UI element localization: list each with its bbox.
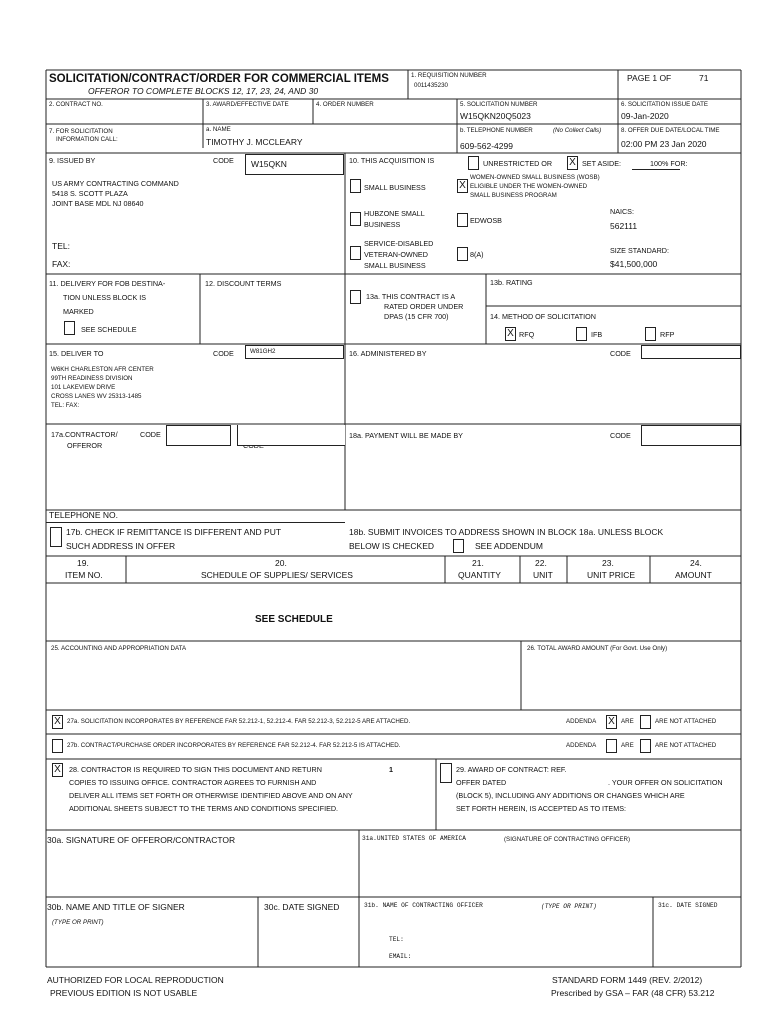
- phone-note: (No Collect Calls): [553, 127, 602, 134]
- size-standard: $41,500,000: [610, 259, 658, 269]
- issued-fax: FAX:: [52, 259, 71, 269]
- delivery-fob-label-3: MARKED: [63, 307, 94, 316]
- col-unit: UNIT: [533, 570, 553, 580]
- payment-code-box: [641, 425, 741, 446]
- remittance-label-1: 17b. CHECK IF REMITTANCE IS DIFFERENT AND PUT: [66, 527, 282, 537]
- 27a-checkbox[interactable]: X: [52, 715, 63, 729]
- 28-line-3: DELIVER ALL ITEMS SET FORTH OR OTHERWISE IDENTIFIED ABOVE AND ON ANY: [69, 791, 353, 800]
- requisition-number: 0011435230: [414, 82, 448, 89]
- percent-underline: [632, 169, 680, 170]
- rated-order-label-3: DPAS (15 CFR 700): [384, 312, 449, 321]
- 27a-text: 27a. SOLICITATION INCORPORATES BY REFERENCE FAR 52.212-1, 52.212-4. FAR 52.212-3, 52.212-5 ARE ATTACHED.: [67, 718, 411, 725]
- 27b-checkbox[interactable]: [52, 739, 63, 753]
- payment-code-label: CODE: [610, 431, 631, 440]
- hubzone-label-2: BUSINESS: [364, 220, 401, 229]
- col-22-number: 22.: [535, 558, 547, 568]
- 29-line-3: (BLOCK 5), INCLUDING ANY ADDITIONS OR CHANGES WHICH ARE: [456, 791, 685, 800]
- wosb-label-2: ELIGIBLE UNDER THE WOMEN-OWNED: [470, 183, 588, 190]
- administered-code-label: CODE: [610, 349, 631, 358]
- phone-number: 609-562-4299: [460, 141, 513, 151]
- col-21-number: 21.: [472, 558, 484, 568]
- 27a-are-checkbox[interactable]: X: [606, 715, 617, 729]
- deliver-line: W6KH CHARLESTON AFR CENTER: [51, 366, 154, 373]
- col-amount: AMOUNT: [675, 570, 712, 580]
- page-total: 71: [699, 73, 709, 83]
- 27a-addenda: ADDENDA: [566, 718, 597, 725]
- unrestricted-checkbox[interactable]: [468, 156, 479, 170]
- administered-code-box: [641, 345, 741, 359]
- 28-checkbox[interactable]: X: [52, 763, 63, 777]
- signature-officer-note: (SIGNATURE OF CONTRACTING OFFICER): [504, 836, 631, 843]
- sdvosb-label-3: SMALL BUSINESS: [364, 261, 426, 270]
- requisition-label: 1. REQUISITION NUMBER: [411, 72, 487, 79]
- unrestricted-label: UNRESTRICTED OR: [483, 159, 553, 168]
- form-title: SOLICITATION/CONTRACT/ORDER FOR COMMERCIAL ITEMS: [49, 73, 389, 85]
- see-schedule-label: SEE SCHEDULE: [81, 325, 137, 334]
- issued-code-label: CODE: [213, 156, 234, 165]
- eight-a-checkbox[interactable]: [457, 247, 468, 261]
- rating-label: 13b. RATING: [490, 278, 533, 287]
- col-item-no: ITEM NO.: [65, 570, 103, 580]
- ifb-checkbox[interactable]: [576, 327, 587, 341]
- telephone-label: TELEPHONE NO.: [49, 510, 118, 520]
- footer-form-number: STANDARD FORM 1449 (REV. 2/2012): [552, 975, 703, 985]
- info-call-label-1: 7. FOR SOLICITATION: [49, 128, 113, 135]
- total-award-label: 26. TOTAL AWARD AMOUNT (For Govt. Use Only): [527, 645, 668, 652]
- small-business-checkbox[interactable]: [350, 179, 361, 193]
- col-unit-price: UNIT PRICE: [587, 570, 636, 580]
- payment-label: 18a. PAYMENT WILL BE MADE BY: [349, 431, 463, 440]
- sdvosb-label-1: SERVICE-DISABLED: [364, 239, 434, 248]
- naics-code: 562111: [610, 221, 638, 231]
- deliver-line: CROSS LANES WV 25313-1485: [51, 393, 142, 400]
- order-number-label: 4. ORDER NUMBER: [316, 101, 374, 108]
- set-aside-checkbox[interactable]: X: [567, 156, 578, 170]
- method-label: 14. METHOD OF SOLICITATION: [490, 312, 596, 321]
- delivery-fob-label-1: 11. DELIVERY FOR FOB DESTINA-: [49, 279, 166, 288]
- discount-terms-label: 12. DISCOUNT TERMS: [205, 279, 282, 288]
- rfq-label: RFQ: [519, 330, 535, 339]
- 27a-are-not-checkbox[interactable]: [640, 715, 651, 729]
- info-call-label-2: INFORMATION CALL:: [56, 136, 118, 143]
- footer-previous-edition: PREVIOUS EDITION IS NOT USABLE: [50, 988, 198, 998]
- remittance-checkbox[interactable]: [50, 527, 62, 547]
- rated-order-label-2: RATED ORDER UNDER: [384, 302, 464, 311]
- col-23-number: 23.: [602, 558, 614, 568]
- issued-by-label: 9. ISSUED BY: [49, 156, 96, 165]
- officer-name-label: 31b. NAME OF CONTRACTING OFFICER: [364, 902, 483, 909]
- solicitation-number: W15QKN20Q5023: [460, 111, 531, 121]
- contractor-code-label: CODE: [140, 430, 161, 439]
- 27a-are-not: ARE NOT ATTACHED: [655, 718, 717, 725]
- offer-due-label: 8. OFFER DUE DATE/LOCAL TIME: [621, 127, 720, 134]
- 29-checkbox[interactable]: [440, 763, 452, 783]
- col-quantity: QUANTITY: [458, 570, 501, 580]
- edwosb-checkbox[interactable]: [457, 213, 468, 227]
- see-schedule-checkbox[interactable]: [64, 321, 75, 335]
- hubzone-checkbox[interactable]: [350, 212, 361, 226]
- footer-authorized: AUTHORIZED FOR LOCAL REPRODUCTION: [47, 975, 224, 985]
- facility-code-box: [237, 425, 345, 446]
- issued-code: W15QKN: [251, 159, 287, 169]
- 28-line-4: ADDITIONAL SHEETS SUBJECT TO THE TERMS AND CONDITIONS SPECIFIED.: [69, 804, 339, 813]
- small-business-label: SMALL BUSINESS: [364, 183, 426, 192]
- rfq-checkbox[interactable]: X: [505, 327, 516, 341]
- phone-label: b. TELEPHONE NUMBER: [460, 127, 533, 134]
- wosb-label-1: WOMEN-OWNED SMALL BUSINESS (WOSB): [470, 174, 600, 181]
- award-date-label: 3. AWARD/EFFECTIVE DATE: [206, 101, 289, 108]
- signature-usa-label: 31a.UNITED STATES OF AMERICA: [362, 835, 466, 842]
- officer-name-note: (TYPE OR PRINT): [541, 903, 597, 910]
- rfp-checkbox[interactable]: [645, 327, 656, 341]
- 27b-are-not: ARE NOT ATTACHED: [655, 742, 717, 749]
- hubzone-label-1: HUBZONE SMALL: [364, 209, 425, 218]
- deliver-code-label: CODE: [213, 349, 234, 358]
- officer-email-label: EMAIL:: [389, 953, 412, 960]
- set-aside-label: SET ASIDE:: [582, 159, 622, 168]
- 29-line-4: SET FORTH HEREIN, IS ACCEPTED AS TO ITEMS:: [456, 804, 627, 813]
- set-aside-percent: 100% FOR:: [650, 159, 688, 168]
- contractor-code-box: [166, 425, 231, 446]
- 29-line-2b: . YOUR OFFER ON SOLICITATION: [608, 778, 723, 787]
- administered-by-label: 16. ADMINISTERED BY: [349, 349, 427, 358]
- invoice-label-1: 18b. SUBMIT INVOICES TO ADDRESS SHOWN IN BLOCK 18a. UNLESS BLOCK: [349, 527, 664, 537]
- 28-line-1: 28. CONTRACTOR IS REQUIRED TO SIGN THIS DOCUMENT AND RETURN: [69, 765, 322, 774]
- col-20-number: 20.: [275, 558, 287, 568]
- 27b-are-checkbox[interactable]: [606, 739, 617, 753]
- deliver-line: 99TH READINESS DIVISION: [51, 375, 133, 382]
- col-24-number: 24.: [690, 558, 702, 568]
- footer-prescribed: Prescribed by GSA – FAR (48 CFR) 53.212: [551, 988, 715, 998]
- acquisition-label: 10. THIS ACQUISITION IS: [349, 156, 435, 165]
- page-label: PAGE 1 OF: [627, 73, 672, 83]
- issued-tel: TEL:: [52, 241, 70, 251]
- sdvosb-checkbox[interactable]: [350, 246, 361, 260]
- issued-line: JOINT BASE MDL NJ 08640: [52, 199, 144, 208]
- 27b-are: ARE: [621, 742, 634, 749]
- issue-date-label: 6. SOLICITATION ISSUE DATE: [621, 101, 708, 108]
- delivery-fob-label-2: TION UNLESS BLOCK IS: [63, 293, 147, 302]
- rfp-label: RFP: [660, 330, 675, 339]
- date-signed-30c-label: 30c. DATE SIGNED: [264, 902, 340, 912]
- contact-name: TIMOTHY J. MCCLEARY: [206, 137, 303, 147]
- issued-line: US ARMY CONTRACTING COMMAND: [52, 179, 179, 188]
- deliver-to-label: 15. DELIVER TO: [49, 349, 104, 358]
- deliver-code: W81GH2: [250, 348, 276, 355]
- deliver-line: TEL: FAX:: [51, 402, 80, 409]
- issued-line: 5418 S. SCOTT PLAZA: [52, 189, 128, 198]
- size-standard-label: SIZE STANDARD:: [610, 246, 669, 255]
- naics-label: NAICS:: [610, 207, 634, 216]
- offer-due: 02:00 PM 23 Jan 2020: [621, 139, 707, 149]
- contract-no-label: 2. CONTRACT NO.: [49, 101, 103, 108]
- 29-line-2: OFFER DATED: [456, 778, 507, 787]
- edwosb-label: EDWOSB: [470, 216, 502, 225]
- solicitation-number-label: 5. SOLICITATION NUMBER: [460, 101, 538, 108]
- rated-order-checkbox[interactable]: [350, 290, 361, 304]
- officer-tel-label: TEL:: [389, 936, 404, 943]
- date-signed-31c-label: 31c. DATE SIGNED: [658, 902, 718, 909]
- ifb-label: IFB: [591, 330, 603, 339]
- 27b-text: 27b. CONTRACT/PURCHASE ORDER INCORPORATES BY REFERENCE FAR 52.212-4. FAR 52.212-5 IS ATTACHED.: [67, 742, 401, 749]
- wosb-label-3: SMALL BUSINESS PROGRAM: [470, 192, 557, 199]
- remit-divider: [46, 522, 345, 523]
- signer-name-note: (TYPE OR PRINT): [52, 919, 104, 926]
- 27b-addenda: ADDENDA: [566, 742, 597, 749]
- 28-copies: 1: [389, 765, 393, 774]
- signer-name-label: 30b. NAME AND TITLE OF SIGNER: [47, 902, 185, 912]
- contractor-label-2: OFFEROR: [67, 441, 103, 450]
- remittance-label-2: SUCH ADDRESS IN OFFER: [66, 541, 176, 551]
- accounting-label: 25. ACCOUNTING AND APPROPRIATION DATA: [51, 645, 187, 652]
- 27b-are-not-checkbox[interactable]: [640, 739, 651, 753]
- deliver-line: 101 LAKEVIEW DRIVE: [51, 384, 116, 391]
- invoice-label-2: BELOW IS CHECKED: [349, 541, 435, 551]
- see-addendum-checkbox[interactable]: [453, 539, 464, 553]
- contractor-label-1: 17a.CONTRACTOR/: [51, 430, 118, 439]
- rated-order-label-1: 13a. THIS CONTRACT IS A: [366, 292, 456, 301]
- col-19-number: 19.: [77, 558, 89, 568]
- eight-a-label: 8(A): [470, 250, 484, 259]
- form-subtitle: OFFEROR TO COMPLETE BLOCKS 12, 17, 23, 24, AND 30: [88, 86, 319, 96]
- signature-offeror-label: 30a. SIGNATURE OF OFFEROR/CONTRACTOR: [47, 835, 236, 845]
- contact-name-label: a. NAME: [206, 126, 231, 133]
- 28-line-2: COPIES TO ISSUING OFFICE. CONTRACTOR AGREES TO FURNISH AND: [69, 778, 317, 787]
- see-schedule-body: SEE SCHEDULE: [255, 614, 333, 625]
- wosb-checkbox[interactable]: X: [457, 179, 468, 193]
- 29-line-1: 29. AWARD OF CONTRACT: REF.: [456, 765, 567, 774]
- issue-date: 09-Jan-2020: [621, 111, 669, 121]
- col-schedule: SCHEDULE OF SUPPLIES/ SERVICES: [201, 570, 353, 580]
- 27a-are: ARE: [621, 718, 634, 725]
- sdvosb-label-2: VETERAN-OWNED: [364, 250, 428, 259]
- see-addendum-label: SEE ADDENDUM: [475, 541, 544, 551]
